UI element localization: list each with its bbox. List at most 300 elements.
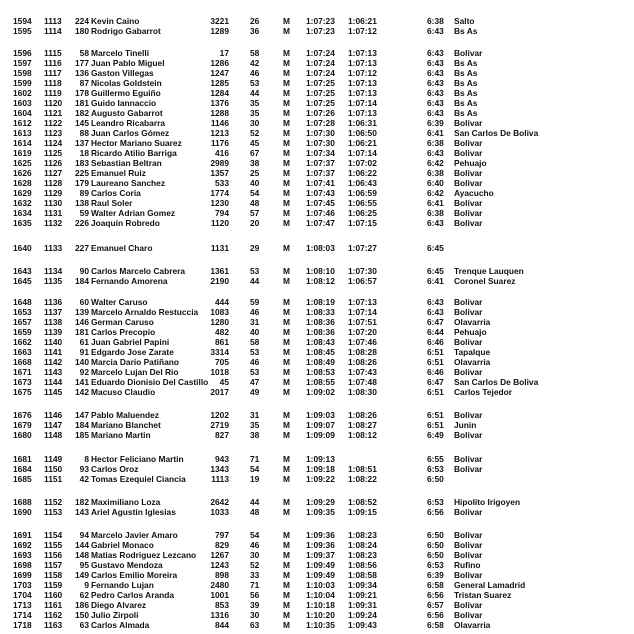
cell-age: 71: [250, 454, 260, 464]
cell-sex: M: [283, 58, 290, 68]
cell-city: Bolivar: [454, 138, 483, 148]
cell-name: Walter Caruso: [91, 297, 148, 307]
cell-name: Eduardo Dionisio Del Castillo: [91, 377, 209, 387]
cell-cat: 1131: [44, 208, 63, 218]
cell-cat: 1163: [44, 620, 63, 630]
cell-num: 177: [75, 58, 89, 68]
cell-pace: 6:51: [427, 420, 444, 430]
cell-num: 42: [79, 474, 89, 484]
cell-sex: M: [283, 208, 290, 218]
cell-name: Mariano Blanchet: [91, 420, 161, 430]
cell-dni: 1176: [210, 138, 229, 148]
cell-cat: 1118: [44, 78, 62, 88]
cell-gun: 1:08:33: [306, 307, 335, 317]
cell-pace: 6:46: [427, 367, 444, 377]
cell-name: Macuso Claudio: [91, 387, 156, 397]
cell-dni: 1247: [210, 68, 229, 78]
cell-num: 136: [75, 68, 89, 78]
cell-name: Hector Mariano Suarez: [91, 138, 182, 148]
cell-sex: M: [283, 118, 290, 128]
cell-dni: 1113: [211, 474, 229, 484]
cell-dni: 45: [219, 377, 229, 387]
cell-gun: 1:07:23: [306, 16, 335, 26]
cell-gun: 1:08:03: [306, 243, 335, 253]
cell-sex: M: [283, 218, 290, 228]
cell-num: 184: [75, 420, 89, 430]
cell-cat: 1162: [44, 610, 63, 620]
cell-dni: 1146: [210, 118, 229, 128]
cell-pos: 1704: [13, 590, 32, 600]
cell-cat: 1132: [44, 218, 63, 228]
cell-num: 94: [79, 530, 89, 540]
cell-cat: 1127: [44, 168, 63, 178]
cell-name: Fernando Amorena: [91, 276, 168, 286]
cell-dni: 17: [219, 48, 229, 58]
cell-city: Olavarria: [454, 357, 491, 367]
cell-age: 58: [250, 337, 260, 347]
cell-gun: 1:07:46: [306, 208, 335, 218]
cell-pace: 6:39: [427, 118, 444, 128]
cell-chip: 1:08:27: [348, 420, 377, 430]
cell-age: 58: [250, 48, 260, 58]
cell-num: 58: [79, 48, 89, 58]
cell-dni: 3221: [210, 16, 229, 26]
cell-pace: 6:50: [427, 540, 444, 550]
cell-sex: M: [283, 16, 290, 26]
cell-name: Juan Carlos Gómez: [91, 128, 170, 138]
cell-pos: 1613: [13, 128, 32, 138]
cell-city: Bolivar: [454, 610, 483, 620]
cell-chip: 1:06:57: [348, 276, 377, 286]
cell-age: 49: [250, 387, 260, 397]
cell-dni: 705: [215, 357, 229, 367]
cell-cat: 1122: [44, 118, 63, 128]
cell-pos: 1718: [13, 620, 32, 630]
cell-gun: 1:07:26: [306, 108, 335, 118]
cell-city: Bolivar: [454, 337, 483, 347]
cell-name: Maximiliano Loza: [91, 497, 161, 507]
cell-cat: 1124: [44, 138, 63, 148]
cell-name: Guido Iannaccio: [91, 98, 157, 108]
cell-gun: 1:08:49: [306, 357, 335, 367]
cell-gun: 1:07:30: [306, 128, 335, 138]
cell-age: 45: [250, 138, 260, 148]
cell-age: 59: [250, 297, 260, 307]
cell-cat: 1133: [44, 243, 63, 253]
cell-age: 30: [250, 610, 260, 620]
cell-cat: 1150: [44, 464, 63, 474]
cell-gun: 1:08:43: [306, 337, 335, 347]
cell-chip: 1:08:56: [348, 560, 377, 570]
cell-pos: 1595: [13, 26, 32, 36]
cell-name: Guillermo Eguiño: [91, 88, 161, 98]
cell-dni: 1001: [210, 590, 229, 600]
cell-city: Bolivar: [454, 530, 483, 540]
cell-pace: 6:43: [427, 297, 444, 307]
cell-sex: M: [283, 307, 290, 317]
cell-dni: 3314: [210, 347, 229, 357]
cell-gun: 1:09:09: [306, 430, 335, 440]
cell-pace: 6:57: [427, 600, 444, 610]
cell-age: 19: [250, 474, 260, 484]
cell-num: 88: [79, 128, 89, 138]
cell-pos: 1679: [13, 420, 32, 430]
cell-sex: M: [283, 178, 290, 188]
cell-num: 146: [75, 317, 89, 327]
cell-city: General Lamadrid: [454, 580, 526, 590]
cell-gun: 1:07:23: [306, 26, 335, 36]
cell-sex: M: [283, 317, 290, 327]
cell-num: 59: [79, 208, 89, 218]
cell-age: 63: [250, 620, 260, 630]
cell-chip: 1:08:30: [348, 387, 377, 397]
cell-age: 52: [250, 560, 260, 570]
cell-cat: 1129: [44, 188, 63, 198]
cell-num: 150: [75, 610, 89, 620]
cell-pace: 6:41: [427, 128, 444, 138]
cell-gun: 1:07:30: [306, 138, 335, 148]
cell-cat: 1145: [44, 387, 63, 397]
cell-dni: 533: [215, 178, 229, 188]
cell-name: Pedro Carlos Aranda: [91, 590, 174, 600]
cell-age: 20: [250, 218, 260, 228]
cell-gun: 1:07:37: [306, 168, 335, 178]
cell-chip: 1:07:13: [348, 48, 377, 58]
cell-gun: 1:10:35: [306, 620, 335, 630]
cell-num: 140: [75, 357, 89, 367]
cell-sex: M: [283, 68, 290, 78]
cell-pos: 1598: [13, 68, 32, 78]
cell-chip: 1:07:30: [348, 266, 377, 276]
cell-pos: 1634: [13, 208, 32, 218]
cell-dni: 1284: [210, 88, 229, 98]
cell-chip: 1:07:15: [348, 218, 377, 228]
cell-chip: 1:08:12: [348, 430, 377, 440]
cell-city: Bolivar: [454, 118, 483, 128]
cell-age: 42: [250, 58, 260, 68]
cell-dni: 1343: [210, 464, 229, 474]
cell-pace: 6:45: [427, 266, 444, 276]
cell-sex: M: [283, 297, 290, 307]
cell-dni: 853: [215, 600, 229, 610]
cell-age: 56: [250, 590, 260, 600]
cell-num: 90: [79, 266, 89, 276]
cell-age: 48: [250, 198, 260, 208]
cell-chip: 1:08:51: [348, 464, 377, 474]
cell-sex: M: [283, 540, 290, 550]
cell-sex: M: [283, 266, 290, 276]
cell-name: Rodrigo Gabarrot: [91, 26, 161, 36]
cell-chip: 1:07:02: [348, 158, 377, 168]
cell-age: 54: [250, 188, 260, 198]
cell-pos: 1594: [13, 16, 32, 26]
cell-num: 185: [75, 430, 89, 440]
cell-gun: 1:10:03: [306, 580, 335, 590]
cell-pos: 1614: [13, 138, 32, 148]
cell-pos: 1599: [13, 78, 32, 88]
cell-chip: 1:08:23: [348, 530, 377, 540]
cell-city: Bs As: [454, 98, 478, 108]
cell-cat: 1142: [44, 357, 63, 367]
cell-pace: 6:43: [427, 98, 444, 108]
cell-gun: 1:09:49: [306, 570, 335, 580]
cell-cat: 1125: [44, 148, 63, 158]
cell-chip: 1:08:58: [348, 570, 377, 580]
cell-city: Bolivar: [454, 600, 483, 610]
cell-dni: 829: [215, 540, 229, 550]
cell-sex: M: [283, 430, 290, 440]
cell-chip: 1:06:59: [348, 188, 377, 198]
cell-pace: 6:43: [427, 26, 444, 36]
cell-pos: 1698: [13, 560, 32, 570]
cell-dni: 2190: [210, 276, 229, 286]
cell-city: Bolivar: [454, 430, 483, 440]
cell-chip: 1:06:22: [348, 168, 377, 178]
cell-dni: 794: [215, 208, 229, 218]
cell-pos: 1662: [13, 337, 32, 347]
cell-pos: 1603: [13, 98, 32, 108]
cell-dni: 1280: [210, 317, 229, 327]
cell-city: Carlos Tejedor: [454, 387, 513, 397]
cell-age: 39: [250, 600, 260, 610]
cell-sex: M: [283, 367, 290, 377]
cell-city: Trenque Lauquen: [454, 266, 524, 276]
cell-sex: M: [283, 620, 290, 630]
cell-city: San Carlos De Boliva: [454, 377, 539, 387]
cell-age: 44: [250, 88, 260, 98]
cell-pace: 6:43: [427, 48, 444, 58]
cell-name: Emanuel Charo: [91, 243, 153, 253]
cell-chip: 1:07:48: [348, 377, 377, 387]
cell-age: 53: [250, 266, 260, 276]
cell-gun: 1:07:28: [306, 118, 335, 128]
cell-dni: 1357: [210, 168, 229, 178]
cell-name: Marcia Dario Patiñano: [91, 357, 179, 367]
cell-pace: 6:38: [427, 138, 444, 148]
cell-num: 143: [75, 507, 89, 517]
cell-dni: 2719: [210, 420, 229, 430]
cell-chip: 1:07:14: [348, 307, 377, 317]
cell-city: Bolivar: [454, 168, 483, 178]
cell-gun: 1:09:07: [306, 420, 335, 430]
cell-chip: 1:06:43: [348, 178, 377, 188]
cell-sex: M: [283, 108, 290, 118]
cell-chip: 1:07:13: [348, 297, 377, 307]
cell-dni: 444: [215, 297, 229, 307]
cell-pace: 6:43: [427, 58, 444, 68]
cell-sex: M: [283, 377, 290, 387]
cell-pos: 1602: [13, 88, 32, 98]
cell-name: Joaquín Robredo: [91, 218, 160, 228]
cell-chip: 1:06:21: [348, 138, 377, 148]
cell-city: Bs As: [454, 58, 478, 68]
cell-name: Mariano Martin: [91, 430, 151, 440]
cell-city: Ayacucho: [454, 188, 494, 198]
cell-cat: 1123: [44, 128, 63, 138]
cell-pace: 6:51: [427, 387, 444, 397]
cell-cat: 1148: [44, 430, 63, 440]
cell-num: 186: [75, 600, 89, 610]
cell-pos: 1684: [13, 464, 32, 474]
cell-pace: 6:46: [427, 337, 444, 347]
cell-num: 182: [75, 497, 89, 507]
cell-cat: 1130: [44, 198, 63, 208]
cell-sex: M: [283, 88, 290, 98]
cell-age: 40: [250, 327, 260, 337]
cell-name: German Caruso: [91, 317, 154, 327]
cell-pace: 6:47: [427, 377, 444, 387]
cell-chip: 1:06:31: [348, 118, 377, 128]
cell-num: 227: [75, 243, 89, 253]
cell-age: 38: [250, 158, 260, 168]
cell-dni: 2017: [210, 387, 229, 397]
cell-name: Kevin Caino: [91, 16, 140, 26]
cell-cat: 1136: [44, 297, 63, 307]
cell-city: Bolivar: [454, 410, 483, 420]
cell-gun: 1:08:36: [306, 327, 335, 337]
cell-gun: 1:07:25: [306, 78, 335, 88]
cell-gun: 1:09:35: [306, 507, 335, 517]
cell-num: 95: [79, 560, 89, 570]
cell-sex: M: [283, 530, 290, 540]
cell-gun: 1:07:45: [306, 198, 335, 208]
cell-age: 44: [250, 497, 260, 507]
cell-dni: 1018: [210, 367, 229, 377]
cell-num: 60: [79, 297, 89, 307]
cell-sex: M: [283, 410, 290, 420]
cell-dni: 2480: [210, 580, 229, 590]
cell-cat: 1115: [44, 48, 62, 58]
cell-pos: 1645: [13, 276, 32, 286]
cell-num: 180: [75, 26, 89, 36]
cell-name: Laureano Sanchez: [91, 178, 166, 188]
cell-city: Pehuajo: [454, 327, 487, 337]
cell-chip: 1:09:24: [348, 610, 377, 620]
cell-sex: M: [283, 590, 290, 600]
cell-gun: 1:07:37: [306, 158, 335, 168]
cell-pos: 1673: [13, 377, 32, 387]
cell-city: Rufino: [454, 560, 481, 570]
cell-name: Julio Zirpoli: [91, 610, 139, 620]
cell-sex: M: [283, 198, 290, 208]
cell-gun: 1:08:53: [306, 367, 335, 377]
cell-pos: 1690: [13, 507, 32, 517]
cell-dni: 1243: [210, 560, 229, 570]
cell-gun: 1:09:03: [306, 410, 335, 420]
cell-chip: 1:07:20: [348, 327, 377, 337]
cell-cat: 1140: [44, 337, 63, 347]
cell-dni: 1361: [210, 266, 229, 276]
cell-cat: 1147: [44, 420, 63, 430]
cell-city: Bs As: [454, 26, 478, 36]
cell-sex: M: [283, 497, 290, 507]
cell-name: Fernando Lujan: [91, 580, 154, 590]
cell-chip: 1:07:12: [348, 26, 377, 36]
cell-cat: 1146: [44, 410, 63, 420]
cell-pace: 6:43: [427, 307, 444, 317]
cell-gun: 1:07:25: [306, 88, 335, 98]
cell-city: Bolivar: [454, 507, 483, 517]
cell-cat: 1135: [44, 276, 63, 286]
cell-num: 8: [84, 454, 89, 464]
cell-sex: M: [283, 570, 290, 580]
cell-chip: 1:06:50: [348, 128, 377, 138]
cell-chip: 1:07:13: [348, 88, 377, 98]
cell-name: Matias Rodriguez Lezcano: [91, 550, 197, 560]
cell-pace: 6:43: [427, 108, 444, 118]
cell-num: 93: [79, 464, 89, 474]
cell-chip: 1:06:55: [348, 198, 377, 208]
cell-cat: 1138: [44, 317, 63, 327]
cell-pace: 6:51: [427, 347, 444, 357]
cell-city: Olavarria: [454, 317, 491, 327]
cell-age: 31: [250, 317, 260, 327]
cell-name: Ariel Agustin Iglesias: [91, 507, 176, 517]
cell-pace: 6:38: [427, 16, 444, 26]
cell-name: Marcelo Lujan Del Rio: [91, 367, 179, 377]
cell-dni: 1120: [210, 218, 229, 228]
cell-cat: 1114: [44, 26, 62, 36]
cell-city: Bolivar: [454, 148, 483, 158]
cell-dni: 1213: [210, 128, 229, 138]
cell-gun: 1:09:36: [306, 540, 335, 550]
cell-sex: M: [283, 148, 290, 158]
cell-dni: 1285: [210, 78, 229, 88]
cell-pos: 1688: [13, 497, 32, 507]
cell-gun: 1:10:20: [306, 610, 335, 620]
cell-chip: 1:06:21: [348, 16, 377, 26]
cell-name: Carlos Coria: [91, 188, 141, 198]
cell-age: 35: [250, 108, 260, 118]
cell-pos: 1628: [13, 178, 32, 188]
cell-city: Bolivar: [454, 307, 483, 317]
cell-city: Bs As: [454, 108, 478, 118]
cell-city: Bolivar: [454, 297, 483, 307]
cell-pace: 6:55: [427, 454, 444, 464]
cell-cat: 1156: [44, 550, 63, 560]
cell-age: 46: [250, 307, 260, 317]
cell-city: Bolivar: [454, 208, 483, 218]
cell-city: Junin: [454, 420, 477, 430]
cell-pos: 1626: [13, 168, 32, 178]
cell-name: Pablo Maluendez: [91, 410, 159, 420]
cell-dni: 943: [215, 454, 229, 464]
cell-city: Salto: [454, 16, 475, 26]
cell-num: 181: [75, 327, 89, 337]
cell-pos: 1681: [13, 454, 32, 464]
cell-age: 35: [250, 420, 260, 430]
cell-age: 46: [250, 357, 260, 367]
cell-pos: 1659: [13, 327, 32, 337]
cell-age: 53: [250, 347, 260, 357]
cell-cat: 1161: [44, 600, 63, 610]
cell-name: Carlos Almada: [91, 620, 150, 630]
cell-pace: 6:53: [427, 497, 444, 507]
cell-city: San Carlos De Boliva: [454, 128, 539, 138]
cell-pos: 1612: [13, 118, 32, 128]
cell-sex: M: [283, 327, 290, 337]
cell-name: Walter Adrian Gomez: [91, 208, 176, 218]
cell-cat: 1154: [44, 530, 63, 540]
cell-pos: 1619: [13, 148, 32, 158]
cell-city: Bs As: [454, 68, 478, 78]
cell-pos: 1596: [13, 48, 32, 58]
cell-chip: 1:07:13: [348, 58, 377, 68]
cell-pace: 6:45: [427, 243, 444, 253]
cell-sex: M: [283, 387, 290, 397]
cell-name: Gustavo Mendoza: [91, 560, 163, 570]
cell-gun: 1:08:55: [306, 377, 335, 387]
